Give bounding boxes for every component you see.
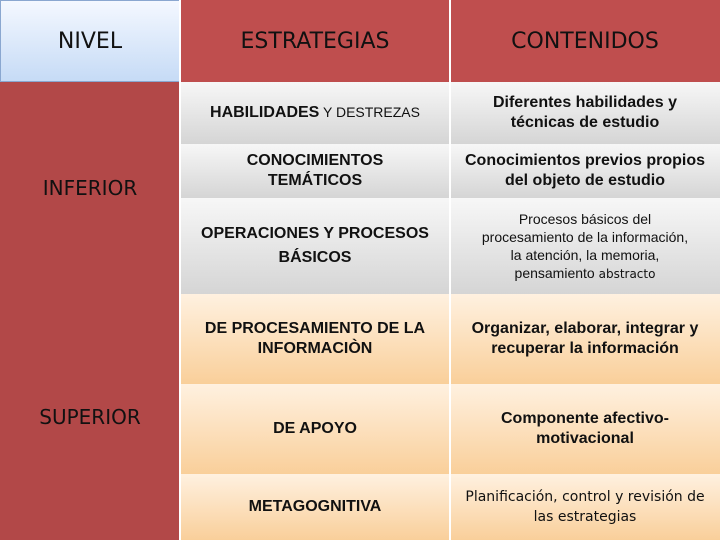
strategy-cell-1 xyxy=(180,82,450,144)
level-superior-label: SUPERIOR xyxy=(39,405,141,429)
content-label-3b: procesamiento de la información, xyxy=(481,228,689,245)
column-divider-left xyxy=(179,0,181,540)
column-divider-right xyxy=(449,0,451,540)
header-nivel xyxy=(0,0,180,82)
level-inferior xyxy=(0,82,180,294)
content-label-3d: pensamiento abstracto xyxy=(514,264,656,281)
strategy-label-2: CONOCIMIENTOS TEMÁTICOS xyxy=(246,152,384,189)
content-cell-4 xyxy=(450,294,720,384)
content-cell-6 xyxy=(450,474,720,540)
strategy-label-3b: BÁSICOS xyxy=(278,249,352,266)
strategy-cell-3 xyxy=(180,198,450,294)
level-inferior-label: INFERIOR xyxy=(42,176,138,200)
strategy-cell-6 xyxy=(180,474,450,540)
header-nivel-label: NIVEL xyxy=(57,28,123,54)
header-estrategias xyxy=(180,0,450,82)
content-cell-5 xyxy=(450,384,720,474)
strategy-label-3a: OPERACIONES Y PROCESOS xyxy=(201,225,429,242)
strategy-label-4: DE PROCESAMIENTO DE LA INFORMACIÒN xyxy=(204,320,426,357)
header-estrategias-label: ESTRATEGIAS xyxy=(240,28,390,54)
content-label-2: Conocimientos previos propios del objeto de estudio xyxy=(464,152,706,189)
level-superior xyxy=(0,294,180,540)
content-label-6: Planificación, control y revisión de las estrategias xyxy=(465,489,705,525)
content-label-5: Componente afectivo-motivacional xyxy=(500,410,669,447)
strategy-cell-5 xyxy=(180,384,450,474)
content-label-1: Diferentes habilidades y técnicas de estudio xyxy=(492,94,678,131)
header-contenidos xyxy=(450,0,720,82)
strategy-label-1: HABILIDADES Y DESTREZAS xyxy=(210,104,420,121)
content-label-4: Organizar, elaborar, integrar y recuperar la información xyxy=(471,320,699,357)
strategy-label-6: METAGOGNITIVA xyxy=(248,498,382,515)
content-cell-1 xyxy=(450,82,720,144)
header-contenidos-label: CONTENIDOS xyxy=(511,28,659,54)
strategy-cell-2 xyxy=(180,144,450,198)
strategy-label-5: DE APOYO xyxy=(273,420,357,437)
strategy-cell-4 xyxy=(180,294,450,384)
content-cell-2 xyxy=(450,144,720,198)
content-label-3c: la atención, la memoria, xyxy=(510,246,660,263)
content-label-3a: Procesos básicos del xyxy=(518,210,652,227)
content-cell-3 xyxy=(450,198,720,294)
